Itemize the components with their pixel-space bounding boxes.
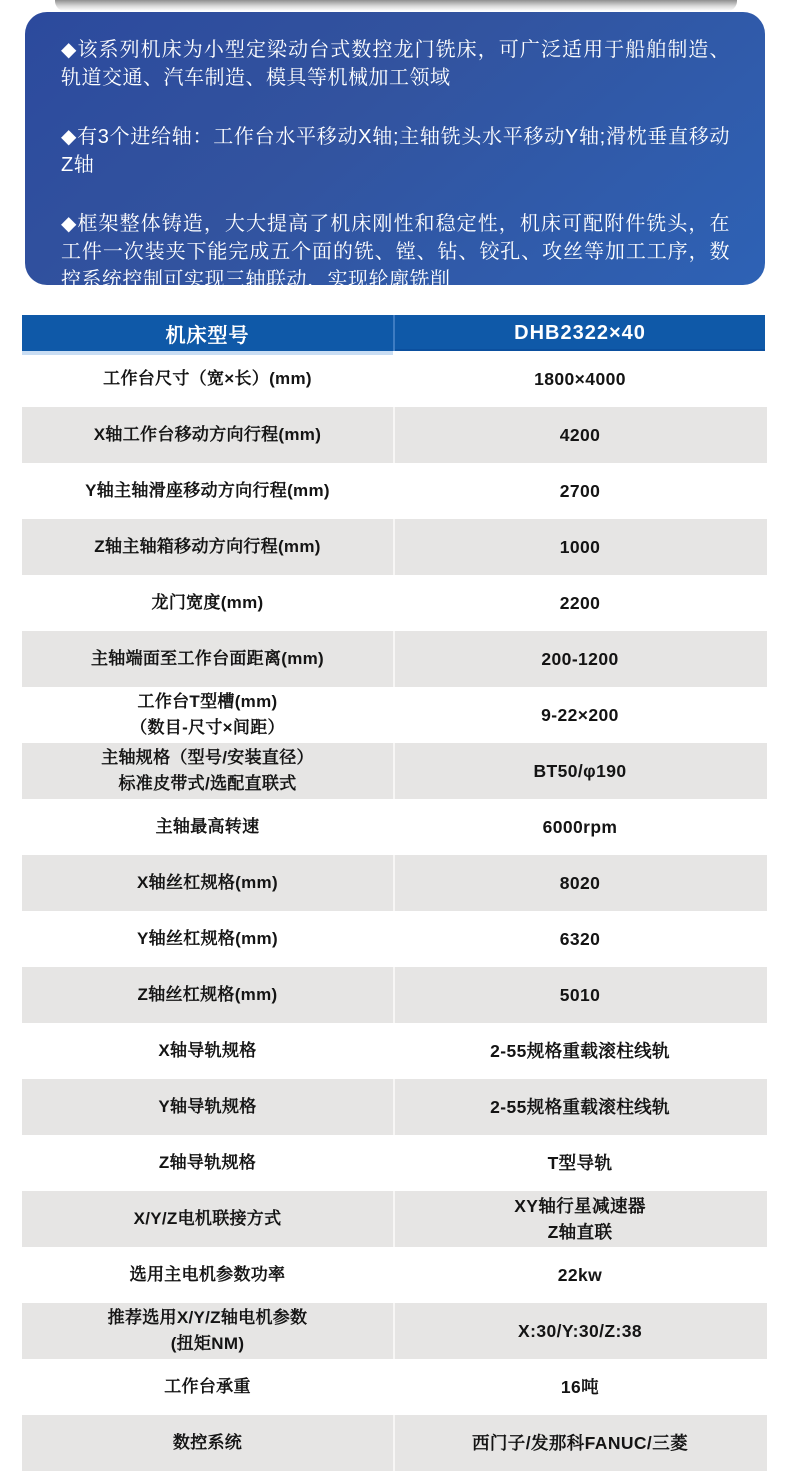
spec-value — [395, 1191, 765, 1247]
spec-label — [22, 911, 395, 967]
table-row — [22, 1415, 767, 1471]
spec-label — [22, 351, 395, 407]
spec-value — [395, 351, 765, 407]
spec-value-line: 200-1200 — [541, 649, 619, 669]
spec-value-line: 6000rpm — [542, 817, 618, 837]
spec-rows — [22, 351, 767, 1471]
spec-value-line: 5010 — [559, 985, 601, 1005]
spec-value — [395, 631, 765, 687]
table-row — [22, 1247, 767, 1303]
spec-value-line: 2-55规格重载滚柱线轨 — [490, 1041, 670, 1061]
intro-bullet-3: ◆框架整体铸造，大大提高了机床刚性和稳定性，机床可配附件铣头，在工件一次装夹下能完成五个面的铣、镗、钻、铰孔、攻丝等加工工序，数控系统控制可实现三轴联动，实现轮廓铣削 — [61, 213, 730, 291]
spec-label-line: （数目-尺寸×间距） — [130, 718, 285, 737]
table-row — [22, 1191, 767, 1247]
table-row — [22, 463, 767, 519]
intro-bullet-2: ◆有3个进给轴：工作台水平移动X轴;主轴铣头水平移动Y轴;滑枕垂直移动Z轴 — [61, 126, 730, 176]
table-row — [22, 407, 767, 463]
spec-value — [395, 799, 765, 855]
table-row — [22, 1303, 767, 1359]
table-row — [22, 743, 767, 799]
spec-label-line: 工作台承重 — [164, 1377, 251, 1396]
spec-value-line: 22kw — [557, 1265, 603, 1285]
top-crop-shadow — [55, 0, 737, 11]
intro-bullet-1: ◆该系列机床为小型定梁动台式数控龙门铣床，可广泛适用于船舶制造、轨道交通、汽车制造、模具等机械加工领域 — [61, 39, 730, 89]
spec-label-line: (扭矩NM) — [170, 1334, 245, 1353]
table-row — [22, 967, 767, 1023]
intro-card — [25, 12, 765, 291]
table-row — [22, 855, 767, 911]
spec-label-line: 工作台T型槽(mm) — [137, 692, 278, 711]
spec-value-line: 1800×4000 — [534, 369, 626, 389]
spec-value-line: 2-55规格重载滚柱线轨 — [490, 1097, 670, 1117]
spec-value-line: 4200 — [559, 425, 601, 445]
spec-value-line: 2200 — [559, 593, 601, 613]
table-row — [22, 1135, 767, 1191]
spec-label — [22, 743, 395, 799]
spec-value — [395, 1303, 765, 1359]
spec-value — [395, 687, 765, 743]
spec-value-line: X:30/Y:30/Z:38 — [518, 1321, 642, 1341]
table-row — [22, 799, 767, 855]
spec-value — [395, 967, 765, 1023]
spec-value-line: 8020 — [559, 873, 601, 893]
spec-value — [395, 519, 765, 575]
spec-value — [395, 463, 765, 519]
spec-value — [395, 1247, 765, 1303]
spec-label — [22, 855, 395, 911]
table-row — [22, 575, 767, 631]
table-row — [22, 519, 767, 575]
spec-value — [395, 855, 765, 911]
spec-value-line: Z轴直联 — [547, 1222, 613, 1242]
spec-value-line: 2700 — [559, 481, 601, 501]
spec-value — [395, 407, 765, 463]
spec-value-line: BT50/φ190 — [533, 761, 627, 781]
spec-table-header — [22, 315, 767, 351]
table-row — [22, 911, 767, 967]
spec-label-line: X/Y/Z电机联接方式 — [133, 1209, 282, 1228]
spec-label-line: 主轴最高转速 — [155, 817, 260, 836]
spec-label — [22, 519, 395, 575]
spec-value — [395, 1135, 765, 1191]
spec-value — [395, 743, 765, 799]
table-row — [22, 1023, 767, 1079]
spec-label — [22, 407, 395, 463]
header-cell-model: DHB2322×40 — [395, 315, 765, 351]
table-row — [22, 631, 767, 687]
spec-label — [22, 1135, 395, 1191]
spec-label-line: 工作台尺寸（宽×长）(mm) — [103, 369, 312, 388]
spec-label-line: Y轴主轴滑座移动方向行程(mm) — [85, 481, 330, 500]
spec-label — [22, 1415, 395, 1471]
spec-label-line: X轴丝杠规格(mm) — [137, 873, 278, 892]
spec-label — [22, 1247, 395, 1303]
spec-value — [395, 1079, 765, 1135]
table-row — [22, 1359, 767, 1415]
spec-label-line: Z轴导轨规格 — [158, 1153, 257, 1172]
spec-label — [22, 799, 395, 855]
spec-label — [22, 575, 395, 631]
spec-label — [22, 463, 395, 519]
spec-label — [22, 1303, 395, 1359]
spec-label-line: 推荐选用X/Y/Z轴电机参数 — [107, 1308, 308, 1327]
table-row — [22, 687, 767, 743]
spec-label-line: 主轴规格（型号/安装直径） — [101, 748, 314, 767]
spec-value — [395, 1359, 765, 1415]
spec-label-line: Z轴丝杠规格(mm) — [137, 985, 278, 1004]
spec-label — [22, 631, 395, 687]
table-row — [22, 351, 767, 407]
header-cell-param: 机床型号 — [22, 315, 395, 351]
spec-label-line: 数控系统 — [172, 1433, 243, 1452]
spec-value-line: 1000 — [559, 537, 601, 557]
spec-table — [22, 315, 767, 1471]
spec-label — [22, 1191, 395, 1247]
spec-value-line: 西门子/发那科FANUC/三菱 — [472, 1433, 688, 1453]
spec-label-line: 主轴端面至工作台面距离(mm) — [90, 649, 325, 668]
spec-value — [395, 1023, 765, 1079]
spec-label-line: 选用主电机参数功率 — [129, 1265, 286, 1284]
spec-value-line: XY轴行星减速器 — [514, 1196, 646, 1216]
spec-label — [22, 687, 395, 743]
spec-value-line: 6320 — [559, 929, 601, 949]
spec-value-line: T型导轨 — [547, 1153, 613, 1173]
spec-label-line: Y轴导轨规格 — [158, 1097, 257, 1116]
spec-value-line: 16吨 — [560, 1377, 600, 1397]
spec-label-line: X轴工作台移动方向行程(mm) — [93, 425, 322, 444]
spec-label-line: 标准皮带式/选配直联式 — [118, 774, 297, 793]
spec-label — [22, 1023, 395, 1079]
spec-label — [22, 1359, 395, 1415]
spec-value — [395, 1415, 765, 1471]
spec-label — [22, 967, 395, 1023]
spec-label-line: Y轴丝杠规格(mm) — [137, 929, 278, 948]
spec-label-line: Z轴主轴箱移动方向行程(mm) — [94, 537, 321, 556]
spec-label-line: X轴导轨规格 — [158, 1041, 257, 1060]
spec-value-line: 9-22×200 — [541, 705, 619, 725]
spec-value — [395, 911, 765, 967]
spec-label-line: 龙门宽度(mm) — [151, 593, 264, 612]
spec-value — [395, 575, 765, 631]
table-row — [22, 1079, 767, 1135]
spec-label — [22, 1079, 395, 1135]
